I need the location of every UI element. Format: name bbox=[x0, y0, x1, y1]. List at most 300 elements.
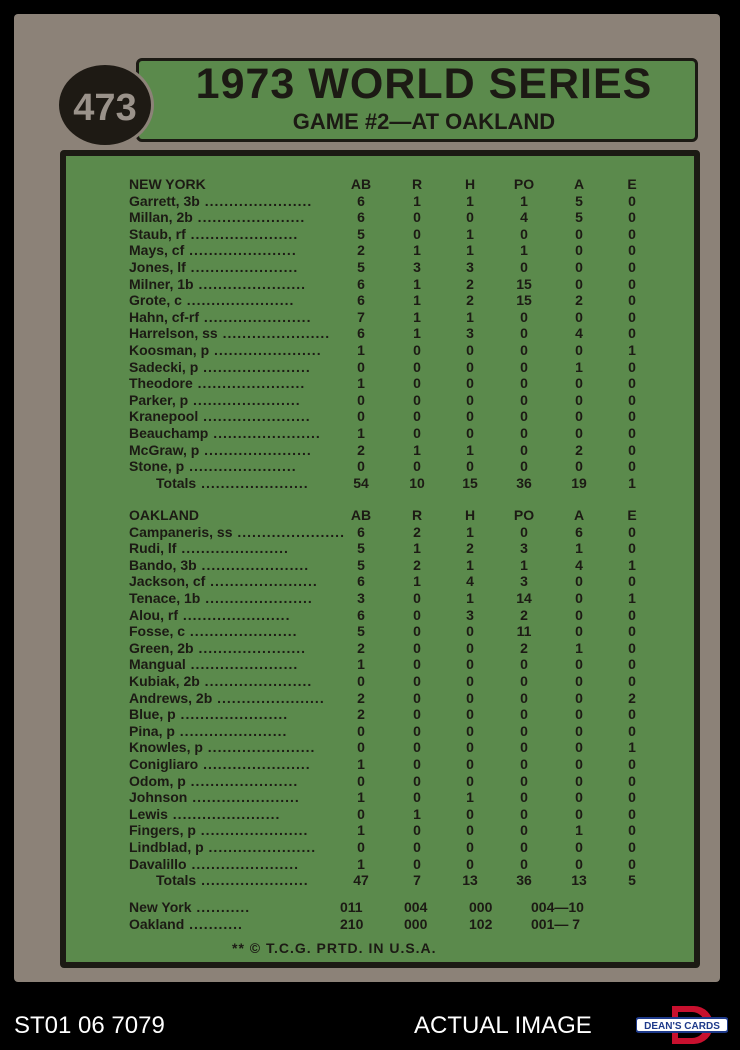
stat-e: 0 bbox=[628, 639, 636, 656]
player-name bbox=[129, 623, 351, 640]
leader-dots: ...................... bbox=[185, 656, 299, 673]
leader-dots: ...................... bbox=[217, 325, 331, 342]
stat-ab: 6 bbox=[357, 523, 365, 540]
name-text: Totals bbox=[156, 474, 197, 491]
stat-h: 0 bbox=[466, 855, 474, 872]
totals-row bbox=[0, 475, 740, 492]
stat-e: 0 bbox=[628, 441, 636, 458]
stat-ab: 2 bbox=[357, 689, 365, 706]
stat-e: 0 bbox=[628, 540, 636, 557]
stat-po: 0 bbox=[520, 689, 528, 706]
stat-r: 1 bbox=[413, 325, 421, 342]
name-text: Jackson, cf bbox=[129, 573, 206, 590]
stat-e: 0 bbox=[628, 225, 636, 242]
player-name bbox=[129, 756, 351, 773]
stat-e: 5 bbox=[628, 872, 636, 889]
player-name bbox=[129, 806, 351, 823]
stat-a: 0 bbox=[575, 573, 583, 590]
player-row bbox=[0, 773, 740, 790]
stat-po: 0 bbox=[520, 408, 528, 425]
player-name bbox=[129, 607, 351, 624]
leader-dots: ...................... bbox=[187, 789, 300, 806]
name-text: Kranepool bbox=[129, 408, 199, 425]
stat-r: 1 bbox=[413, 805, 421, 822]
leader-dots: ...................... bbox=[185, 225, 299, 242]
stat-r: 0 bbox=[413, 673, 421, 689]
player-row bbox=[0, 806, 740, 823]
stat-a: 2 bbox=[575, 441, 583, 458]
stat-e: 0 bbox=[628, 408, 636, 425]
player-name bbox=[129, 557, 351, 574]
stat-h: 3 bbox=[466, 259, 474, 275]
totals-label bbox=[156, 872, 378, 889]
player-row bbox=[0, 292, 740, 309]
stat-e: 2 bbox=[628, 689, 636, 706]
stat-po: 0 bbox=[520, 722, 528, 739]
stat-h: 2 bbox=[466, 275, 474, 292]
player-name bbox=[129, 276, 351, 293]
stat-po: 1 bbox=[520, 192, 528, 209]
stat-r: 0 bbox=[413, 756, 421, 772]
player-row bbox=[0, 573, 740, 590]
player-name bbox=[129, 226, 351, 243]
stat-a: 0 bbox=[575, 590, 583, 606]
card-title: 1973 WORLD SERIES bbox=[195, 60, 653, 108]
stat-r: 1 bbox=[413, 292, 421, 309]
stat-e: 1 bbox=[628, 590, 636, 606]
stat-e: 1 bbox=[628, 474, 636, 491]
leader-dots: ...................... bbox=[184, 242, 297, 259]
stat-po: 0 bbox=[520, 789, 528, 806]
stat-r: 0 bbox=[413, 408, 421, 425]
stat-a: 13 bbox=[571, 872, 587, 889]
stat-po: 0 bbox=[520, 225, 528, 242]
linescore-inn4: 001— 7 bbox=[531, 916, 581, 932]
stat-a: 0 bbox=[575, 722, 583, 739]
stat-a: 0 bbox=[575, 342, 583, 358]
stat-a: 0 bbox=[575, 606, 583, 623]
stat-h: 1 bbox=[466, 590, 474, 606]
stat-po: 15 bbox=[516, 275, 532, 292]
player-row bbox=[0, 359, 740, 376]
player-name bbox=[129, 375, 351, 392]
totals-row bbox=[0, 872, 740, 889]
stat-e: 0 bbox=[628, 606, 636, 623]
stat-e: 0 bbox=[628, 805, 636, 822]
stat-po: 0 bbox=[520, 391, 528, 408]
stat-h: 3 bbox=[466, 325, 474, 342]
player-name bbox=[129, 773, 351, 790]
stat-r: 3 bbox=[413, 259, 421, 275]
stat-po: 0 bbox=[520, 839, 528, 855]
column-header-a: A bbox=[573, 176, 585, 192]
name-text: Johnson bbox=[129, 789, 188, 806]
leader-dots: ...................... bbox=[184, 458, 297, 475]
leader-dots: ........... bbox=[191, 899, 251, 915]
leader-dots: ...................... bbox=[196, 556, 310, 573]
player-row bbox=[0, 276, 740, 293]
stat-ab: 1 bbox=[357, 375, 365, 392]
name-text: Harrelson, ss bbox=[129, 325, 218, 342]
stat-e: 0 bbox=[628, 772, 636, 789]
player-name bbox=[129, 292, 351, 309]
stat-a: 5 bbox=[575, 209, 583, 226]
name-text: Sadecki, p bbox=[129, 358, 199, 375]
team-name: OAKLAND bbox=[129, 507, 199, 523]
player-row bbox=[0, 458, 740, 475]
leader-dots: ........... bbox=[184, 916, 243, 932]
stat-h: 1 bbox=[466, 556, 474, 573]
stat-h: 2 bbox=[466, 540, 474, 557]
player-row bbox=[0, 342, 740, 359]
stat-r: 0 bbox=[413, 209, 421, 226]
stat-a: 0 bbox=[575, 425, 583, 441]
stat-a: 1 bbox=[575, 540, 583, 557]
leader-dots: ...................... bbox=[185, 772, 299, 789]
stat-po: 1 bbox=[520, 242, 528, 259]
leader-dots: ...................... bbox=[186, 855, 300, 872]
name-text: Bando, 3b bbox=[129, 556, 197, 573]
stat-po: 0 bbox=[520, 458, 528, 475]
stat-po: 2 bbox=[520, 639, 528, 656]
name-text: Staub, rf bbox=[129, 225, 186, 242]
stat-ab: 47 bbox=[353, 872, 369, 889]
stat-po: 0 bbox=[520, 756, 528, 772]
name-text: Garrett, 3b bbox=[129, 192, 200, 209]
stat-po: 0 bbox=[520, 441, 528, 458]
player-row bbox=[0, 706, 740, 723]
column-header-r: R bbox=[411, 176, 423, 192]
stat-h: 1 bbox=[466, 789, 474, 806]
stat-po: 36 bbox=[516, 474, 532, 491]
stat-e: 0 bbox=[628, 242, 636, 259]
player-name bbox=[129, 209, 351, 226]
stat-po: 4 bbox=[520, 209, 528, 226]
stat-r: 0 bbox=[413, 689, 421, 706]
stat-h: 0 bbox=[466, 756, 474, 772]
stat-r: 1 bbox=[413, 275, 421, 292]
leader-dots: ...................... bbox=[212, 689, 325, 706]
leader-dots: ...................... bbox=[181, 292, 295, 309]
leader-dots: ...................... bbox=[176, 540, 289, 557]
name-text: Rudi, lf bbox=[129, 540, 177, 557]
stat-r: 0 bbox=[413, 606, 421, 623]
column-header-r: R bbox=[411, 507, 423, 523]
stat-h: 0 bbox=[466, 458, 474, 475]
stat-po: 0 bbox=[520, 673, 528, 689]
stat-po: 0 bbox=[520, 772, 528, 789]
stat-r: 2 bbox=[413, 556, 421, 573]
column-header-e: E bbox=[627, 176, 637, 192]
stat-e: 0 bbox=[628, 209, 636, 226]
stat-e: 1 bbox=[628, 556, 636, 573]
player-row bbox=[0, 839, 740, 856]
player-row bbox=[0, 723, 740, 740]
stat-po: 1 bbox=[520, 556, 528, 573]
stat-a: 0 bbox=[575, 458, 583, 475]
inventory-code: ST01 06 7079 bbox=[14, 1012, 165, 1039]
stat-a: 0 bbox=[575, 855, 583, 872]
player-name bbox=[129, 590, 351, 607]
stat-po: 0 bbox=[520, 375, 528, 392]
stat-ab: 0 bbox=[357, 408, 365, 425]
stat-a: 0 bbox=[575, 656, 583, 673]
stat-h: 0 bbox=[466, 639, 474, 656]
name-text: Green, 2b bbox=[129, 639, 194, 656]
player-name bbox=[129, 673, 351, 690]
stat-po: 3 bbox=[520, 540, 528, 557]
stat-po: 11 bbox=[516, 623, 532, 640]
stat-e: 0 bbox=[628, 789, 636, 806]
leader-dots: ...................... bbox=[199, 441, 312, 458]
stat-e: 0 bbox=[628, 523, 636, 540]
player-name bbox=[129, 425, 351, 442]
player-row bbox=[0, 226, 740, 243]
card-number: 473 bbox=[56, 62, 154, 148]
stat-po: 0 bbox=[520, 855, 528, 872]
player-row bbox=[0, 442, 740, 459]
name-text: Koosman, p bbox=[129, 342, 210, 358]
leader-dots: ...................... bbox=[205, 573, 318, 590]
leader-dots: ...................... bbox=[195, 822, 309, 839]
player-name bbox=[129, 193, 351, 210]
stat-r: 0 bbox=[413, 656, 421, 673]
stat-ab: 0 bbox=[357, 739, 365, 756]
stat-r: 0 bbox=[413, 855, 421, 872]
leader-dots: ...................... bbox=[198, 756, 311, 772]
stat-ab: 5 bbox=[357, 623, 365, 640]
player-name bbox=[129, 706, 351, 723]
player-name bbox=[129, 309, 351, 326]
stat-e: 1 bbox=[628, 739, 636, 756]
stat-ab: 0 bbox=[357, 458, 365, 475]
stat-a: 0 bbox=[575, 689, 583, 706]
player-name bbox=[129, 739, 351, 756]
stat-e: 0 bbox=[628, 458, 636, 475]
leader-dots: ...................... bbox=[198, 408, 311, 425]
stat-h: 0 bbox=[466, 342, 474, 358]
stat-a: 0 bbox=[575, 259, 583, 275]
stat-e: 0 bbox=[628, 656, 636, 673]
name-text: Mays, cf bbox=[129, 242, 185, 259]
column-header-h: H bbox=[464, 176, 476, 192]
leader-dots: ...................... bbox=[178, 606, 291, 623]
stat-ab: 1 bbox=[357, 425, 365, 441]
stat-r: 0 bbox=[413, 839, 421, 855]
stat-a: 0 bbox=[575, 623, 583, 640]
stat-a: 1 bbox=[575, 822, 583, 839]
stat-a: 0 bbox=[575, 706, 583, 723]
stat-po: 0 bbox=[520, 425, 528, 441]
stat-po: 0 bbox=[520, 523, 528, 540]
stat-ab: 6 bbox=[357, 573, 365, 590]
stat-ab: 54 bbox=[353, 474, 369, 491]
player-row bbox=[0, 822, 740, 839]
player-name bbox=[129, 242, 351, 259]
totals-label bbox=[156, 475, 378, 492]
stat-a: 1 bbox=[575, 639, 583, 656]
stat-r: 2 bbox=[413, 523, 421, 540]
stat-h: 0 bbox=[466, 358, 474, 375]
stat-a: 0 bbox=[575, 375, 583, 392]
stat-ab: 6 bbox=[357, 606, 365, 623]
player-row bbox=[0, 524, 740, 541]
stat-h: 0 bbox=[466, 623, 474, 640]
name-text: Davalillo bbox=[129, 855, 187, 872]
team-name: NEW YORK bbox=[129, 176, 206, 192]
name-text: Knowles, p bbox=[129, 739, 203, 756]
stat-po: 0 bbox=[520, 342, 528, 358]
player-row bbox=[0, 856, 740, 873]
stat-h: 1 bbox=[466, 523, 474, 540]
column-header-ab: AB bbox=[350, 507, 372, 523]
leader-dots: ...................... bbox=[188, 391, 301, 408]
stat-ab: 2 bbox=[357, 639, 365, 656]
player-row bbox=[0, 375, 740, 392]
leader-dots: ...................... bbox=[199, 192, 313, 209]
stat-a: 0 bbox=[575, 408, 583, 425]
stat-a: 0 bbox=[575, 839, 583, 855]
leader-dots: ...................... bbox=[208, 425, 321, 441]
stat-a: 4 bbox=[575, 556, 583, 573]
stat-a: 5 bbox=[575, 192, 583, 209]
name-text: Lewis bbox=[129, 805, 168, 822]
player-name bbox=[129, 573, 351, 590]
stat-r: 0 bbox=[413, 590, 421, 606]
stat-a: 0 bbox=[575, 242, 583, 259]
stat-ab: 1 bbox=[357, 756, 365, 772]
column-header-h: H bbox=[464, 507, 476, 523]
player-name bbox=[129, 856, 351, 873]
stat-ab: 7 bbox=[357, 308, 365, 325]
name-text: McGraw, p bbox=[129, 441, 200, 458]
stat-h: 0 bbox=[466, 673, 474, 689]
stat-po: 3 bbox=[520, 573, 528, 590]
stat-r: 0 bbox=[413, 375, 421, 392]
player-name bbox=[129, 839, 351, 856]
name-text: Fosse, c bbox=[129, 623, 186, 640]
stat-r: 1 bbox=[413, 441, 421, 458]
name-text: Stone, p bbox=[129, 458, 185, 475]
stat-h: 0 bbox=[466, 739, 474, 756]
stat-ab: 6 bbox=[357, 325, 365, 342]
player-row bbox=[0, 739, 740, 756]
leader-dots: ...................... bbox=[199, 308, 312, 325]
stat-e: 0 bbox=[628, 308, 636, 325]
player-name bbox=[129, 408, 351, 425]
name-text: Fingers, p bbox=[129, 822, 196, 839]
stat-ab: 6 bbox=[357, 275, 365, 292]
name-text: Parker, p bbox=[129, 391, 189, 408]
stat-h: 1 bbox=[466, 441, 474, 458]
stat-h: 1 bbox=[466, 242, 474, 259]
player-row bbox=[0, 656, 740, 673]
stat-e: 0 bbox=[628, 292, 636, 309]
player-name bbox=[129, 392, 351, 409]
name-text: Andrews, 2b bbox=[129, 689, 213, 706]
stat-a: 19 bbox=[571, 474, 587, 491]
column-header-e: E bbox=[627, 507, 637, 523]
player-name bbox=[129, 822, 351, 839]
name-text: Odom, p bbox=[129, 772, 186, 789]
stat-r: 0 bbox=[413, 739, 421, 756]
name-text: Theodore bbox=[129, 375, 193, 392]
stat-r: 0 bbox=[413, 425, 421, 441]
stat-r: 0 bbox=[413, 342, 421, 358]
stat-ab: 0 bbox=[357, 839, 365, 855]
stat-po: 0 bbox=[520, 805, 528, 822]
player-row bbox=[0, 673, 740, 690]
leader-dots: ...................... bbox=[193, 275, 307, 292]
column-header-a: A bbox=[573, 507, 585, 523]
leader-dots: ...................... bbox=[174, 722, 288, 739]
stat-a: 0 bbox=[575, 739, 583, 756]
team-header-row bbox=[0, 507, 740, 524]
stat-po: 0 bbox=[520, 822, 528, 839]
stat-ab: 6 bbox=[357, 209, 365, 226]
name-text: Lindblad, p bbox=[129, 839, 204, 855]
stat-e: 0 bbox=[628, 756, 636, 772]
stat-a: 0 bbox=[575, 275, 583, 292]
linescore-team bbox=[129, 916, 351, 933]
player-row bbox=[0, 392, 740, 409]
player-row bbox=[0, 607, 740, 624]
player-name bbox=[129, 540, 351, 557]
stat-r: 1 bbox=[413, 540, 421, 557]
linescore-inn1: 210 bbox=[340, 916, 364, 932]
player-name bbox=[129, 325, 351, 342]
name-text: Millan, 2b bbox=[129, 209, 193, 226]
stat-e: 0 bbox=[628, 259, 636, 275]
player-row bbox=[0, 242, 740, 259]
stat-r: 10 bbox=[409, 474, 425, 491]
leader-dots: ...................... bbox=[192, 209, 306, 226]
stat-po: 0 bbox=[520, 308, 528, 325]
stat-po: 36 bbox=[516, 872, 532, 889]
stat-e: 0 bbox=[628, 573, 636, 590]
deans-cards-logo bbox=[636, 1004, 728, 1046]
name-text: Alou, rf bbox=[129, 606, 178, 623]
player-name bbox=[129, 359, 351, 376]
stat-a: 0 bbox=[575, 225, 583, 242]
stat-e: 0 bbox=[628, 623, 636, 640]
stat-h: 0 bbox=[466, 391, 474, 408]
column-header-po: PO bbox=[513, 507, 535, 523]
stat-h: 0 bbox=[466, 375, 474, 392]
leader-dots: ...................... bbox=[199, 673, 313, 689]
leader-dots: ...................... bbox=[167, 805, 281, 822]
stat-h: 1 bbox=[466, 192, 474, 209]
stat-h: 0 bbox=[466, 839, 474, 855]
copyright-line: ** © T.C.G. PRTD. IN U.S.A. bbox=[232, 940, 437, 956]
stat-r: 1 bbox=[413, 308, 421, 325]
name-text: Grote, c bbox=[129, 292, 182, 309]
player-name bbox=[129, 342, 351, 359]
stat-r: 0 bbox=[413, 623, 421, 640]
column-header-ab: AB bbox=[350, 176, 372, 192]
linescore-inn1: 011 bbox=[340, 899, 363, 915]
player-row bbox=[0, 309, 740, 326]
stat-po: 14 bbox=[516, 590, 532, 606]
team-header-row bbox=[0, 176, 740, 193]
leader-dots: ...................... bbox=[198, 358, 311, 375]
stat-ab: 5 bbox=[357, 259, 365, 275]
column-header-po: PO bbox=[513, 176, 535, 192]
svg-text:DEAN'S CARDS: DEAN'S CARDS bbox=[644, 1021, 720, 1032]
name-text: Milner, 1b bbox=[129, 275, 194, 292]
stat-ab: 0 bbox=[357, 772, 365, 789]
player-row bbox=[0, 557, 740, 574]
